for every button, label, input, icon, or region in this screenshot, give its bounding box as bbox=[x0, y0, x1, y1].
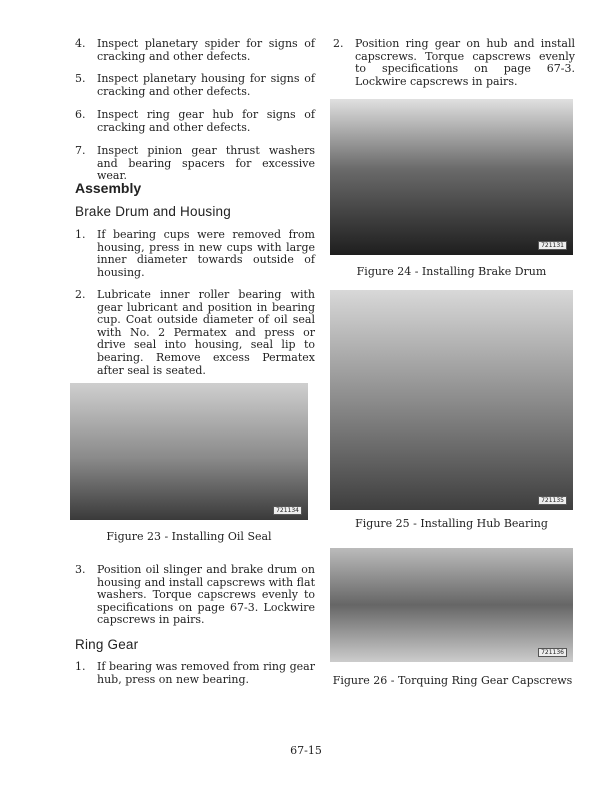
figure-23-caption: Figure 23 - Installing Oil Seal bbox=[106, 530, 272, 543]
list-item bbox=[75, 229, 315, 279]
brake-drum-heading: Brake Drum and Housing bbox=[75, 204, 231, 219]
item-text: Inspect ring gear hub for signs of cracking and other defects. bbox=[97, 108, 315, 134]
figure-26-photo bbox=[330, 548, 573, 662]
list-item bbox=[75, 289, 315, 377]
list-item bbox=[75, 73, 315, 98]
list-item bbox=[75, 564, 315, 627]
figure-25-photo bbox=[330, 290, 573, 510]
item-number: 1. bbox=[75, 228, 86, 241]
figure-26-caption: Figure 26 - Torquing Ring Gear Capscrews bbox=[332, 674, 573, 687]
list-item bbox=[75, 145, 315, 183]
photo-tag: 721135 bbox=[538, 496, 567, 505]
figure-24-caption: Figure 24 - Installing Brake Drum bbox=[356, 265, 547, 278]
item-text: If bearing cups were removed from housing, press in new cups with large inner diameter towards outside of housing. bbox=[97, 228, 315, 279]
list-item bbox=[75, 38, 315, 63]
item-text: Lubricate inner roller bearing with gear lubricant and position in bearing cup. Coat outside diameter of oil seal with No. 2 Permatex and press or drive seal into housing, seal lip to bearing. Remove excess Permatex after seal is seated. bbox=[97, 288, 315, 377]
item-number: 1. bbox=[75, 660, 86, 673]
assembly-heading: Assembly bbox=[75, 180, 142, 196]
page-number: 67-15 bbox=[290, 744, 322, 757]
list-item bbox=[75, 109, 315, 134]
item-text: Inspect pinion gear thrust washers and bearing spacers for excessive wear. bbox=[97, 144, 315, 183]
item-number: 3. bbox=[75, 563, 86, 576]
figure-24-photo bbox=[330, 99, 573, 255]
figure-25-caption: Figure 25 - Installing Hub Bearing bbox=[355, 517, 548, 530]
photo-tag: 721131 bbox=[538, 241, 567, 250]
ring-gear-heading: Ring Gear bbox=[75, 637, 139, 652]
list-item bbox=[75, 661, 315, 686]
photo-tag: 721134 bbox=[273, 506, 302, 515]
figure-23-photo bbox=[70, 383, 308, 520]
photo-tag: 721136 bbox=[538, 648, 567, 657]
list-item bbox=[333, 38, 575, 88]
item-text: If bearing was removed from ring gear hub, press on new bearing. bbox=[97, 660, 315, 686]
item-text: Position oil slinger and brake drum on housing and install capscrews with flat washers. Torque capscrews evenly to specifications on page 67-3. Lockwire capscrews in pairs. bbox=[97, 563, 315, 627]
item-number: 6. bbox=[75, 108, 86, 121]
item-text: Inspect planetary spider for signs of cracking and other defects. bbox=[97, 37, 315, 63]
item-number: 2. bbox=[75, 288, 86, 301]
item-number: 4. bbox=[75, 37, 86, 50]
item-text: Position ring gear on hub and install capscrews. Torque capscrews evenly to specifications on page 67-3. Lockwire capscrews in pairs. bbox=[355, 37, 575, 88]
item-number: 5. bbox=[75, 72, 86, 85]
item-text: Inspect planetary housing for signs of cracking and other defects. bbox=[97, 72, 315, 98]
item-number: 2. bbox=[333, 37, 344, 50]
item-number: 7. bbox=[75, 144, 86, 157]
